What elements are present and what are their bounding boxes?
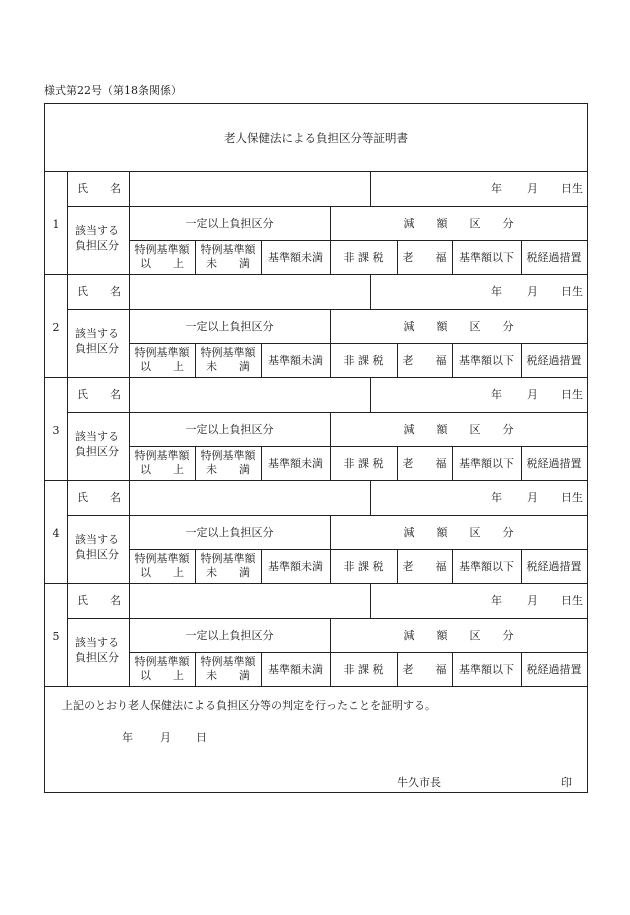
elderly-welfare: 老 福 [402, 251, 447, 264]
birth-year-label: 年 [491, 182, 502, 195]
applicable-label-line2: 負担区分 [75, 445, 119, 458]
name-field-divider [370, 274, 371, 309]
elderly-welfare: 老 福 [402, 663, 447, 676]
birth-year-label: 年 [491, 594, 502, 607]
elderly-welfare: 老 福 [402, 354, 447, 367]
standard-or-less: 基準額以下 [459, 560, 514, 573]
applicable-label-line1: 該当する [75, 636, 119, 649]
name-input[interactable] [130, 378, 369, 411]
name-field-divider [370, 377, 371, 412]
non-taxable: 非 課 税 [343, 457, 384, 470]
seal-mark: 印 [561, 776, 572, 789]
tax-transition: 税経過措置 [526, 457, 582, 470]
name-field-divider [370, 171, 371, 206]
fixed-income-category: 一定以上負担区分 [185, 217, 274, 230]
special-above-line2: 以 上 [140, 566, 184, 579]
standard-or-less: 基準額以下 [459, 354, 514, 367]
birth-day-label: 日生 [561, 491, 583, 504]
category-header-bottom [129, 343, 587, 344]
birth-day-label: 日生 [561, 182, 583, 195]
birth-day-label: 日生 [561, 594, 583, 607]
applicable-label-line1: 該当する [75, 224, 119, 237]
name-label: 氏 名 [77, 182, 121, 195]
birth-month-label: 月 [527, 491, 538, 504]
special-below-line2: 未 満 [206, 566, 250, 579]
applicable-label-line1: 該当する [75, 430, 119, 443]
special-above-line2: 以 上 [140, 669, 184, 682]
fixed-income-category: 一定以上負担区分 [185, 629, 274, 642]
special-below-line2: 未 満 [206, 463, 250, 476]
document-title: 老人保健法による負担区分等証明書 [45, 104, 587, 172]
special-below-line1: 特例基準額 [200, 655, 256, 668]
applicable-label-line2: 負担区分 [75, 239, 119, 252]
special-below-line1: 特例基準額 [200, 449, 256, 462]
below-standard: 基準額未満 [268, 560, 323, 573]
non-taxable: 非 課 税 [343, 251, 384, 264]
special-below-line2: 未 満 [206, 257, 250, 270]
footer-year: 年 [122, 731, 133, 744]
category-header-bottom [129, 446, 587, 447]
category-header-bottom [129, 652, 587, 653]
special-below-line1: 特例基準額 [200, 346, 256, 359]
applicable-label-line1: 該当する [75, 327, 119, 340]
name-input[interactable] [130, 275, 369, 308]
below-standard: 基準額未満 [268, 663, 323, 676]
tax-transition: 税経過措置 [526, 354, 582, 367]
footer-divider [45, 686, 587, 687]
tax-transition: 税経過措置 [526, 251, 582, 264]
birth-month-label: 月 [527, 182, 538, 195]
non-taxable: 非 課 税 [343, 560, 384, 573]
name-row-bottom [67, 515, 587, 516]
name-label: 氏 名 [77, 388, 121, 401]
special-below-line1: 特例基準額 [200, 243, 256, 256]
reduction-category: 減 額 区 分 [403, 217, 514, 230]
birth-day-label: 日生 [561, 285, 583, 298]
applicable-label-line2: 負担区分 [75, 651, 119, 664]
name-input[interactable] [130, 481, 369, 514]
entry-number: 5 [52, 630, 60, 643]
certificate-form [44, 103, 588, 793]
name-row-bottom [67, 412, 587, 413]
entry-number: 2 [52, 321, 60, 334]
number-column-line [67, 377, 68, 480]
standard-or-less: 基準額以下 [459, 663, 514, 676]
fixed-income-category: 一定以上負担区分 [185, 526, 274, 539]
number-column-line [67, 171, 68, 274]
birth-month-label: 月 [527, 594, 538, 607]
special-below-line2: 未 満 [206, 669, 250, 682]
special-above-line2: 以 上 [140, 463, 184, 476]
number-column-line [67, 583, 68, 686]
below-standard: 基準額未満 [268, 354, 323, 367]
applicable-label-line2: 負担区分 [75, 548, 119, 561]
tax-transition: 税経過措置 [526, 560, 582, 573]
special-above-line1: 特例基準額 [134, 655, 190, 668]
special-above-line1: 特例基準額 [134, 346, 190, 359]
birth-month-label: 月 [527, 388, 538, 401]
name-field-divider [370, 583, 371, 618]
name-input[interactable] [130, 172, 369, 205]
non-taxable: 非 課 税 [343, 663, 384, 676]
certification-statement: 上記のとおり老人保健法による負担区分等の判定を行ったことを証明する。 [62, 699, 436, 712]
special-above-line2: 以 上 [140, 257, 184, 270]
name-field-divider [370, 480, 371, 515]
standard-or-less: 基準額以下 [459, 457, 514, 470]
reduction-category: 減 額 区 分 [403, 629, 514, 642]
special-above-line1: 特例基準額 [134, 449, 190, 462]
reduction-category: 減 額 区 分 [403, 526, 514, 539]
special-above-line2: 以 上 [140, 360, 184, 373]
birth-year-label: 年 [491, 285, 502, 298]
standard-or-less: 基準額以下 [459, 251, 514, 264]
applicable-label-line1: 該当する [75, 533, 119, 546]
entry-number: 1 [52, 218, 60, 231]
category-main-divider [330, 309, 331, 377]
name-row-bottom [67, 309, 587, 310]
name-label: 氏 名 [77, 491, 121, 504]
birth-year-label: 年 [491, 491, 502, 504]
category-main-divider [330, 618, 331, 686]
below-standard: 基準額未満 [268, 457, 323, 470]
elderly-welfare: 老 福 [402, 457, 447, 470]
elderly-welfare: 老 福 [402, 560, 447, 573]
reduction-category: 減 額 区 分 [403, 320, 514, 333]
special-above-line1: 特例基準額 [134, 552, 190, 565]
below-standard: 基準額未満 [268, 251, 323, 264]
entry-number: 4 [52, 527, 60, 540]
category-header-bottom [129, 240, 587, 241]
tax-transition: 税経過措置 [526, 663, 582, 676]
birth-month-label: 月 [527, 285, 538, 298]
name-label: 氏 名 [77, 594, 121, 607]
number-column-line [67, 480, 68, 583]
number-column-line [67, 274, 68, 377]
footer-month: 月 [160, 731, 171, 744]
category-main-divider [330, 515, 331, 583]
form-number: 様式第22号（第18条関係） [44, 84, 182, 97]
name-row-bottom [67, 206, 587, 207]
name-row-bottom [67, 618, 587, 619]
special-below-line2: 未 満 [206, 360, 250, 373]
non-taxable: 非 課 税 [343, 354, 384, 367]
name-label: 氏 名 [77, 285, 121, 298]
special-below-line1: 特例基準額 [200, 552, 256, 565]
entry-number: 3 [52, 424, 60, 437]
fixed-income-category: 一定以上負担区分 [185, 320, 274, 333]
mayor-title: 牛久市長 [397, 776, 441, 789]
category-header-bottom [129, 549, 587, 550]
name-input[interactable] [130, 584, 369, 617]
fixed-income-category: 一定以上負担区分 [185, 423, 274, 436]
category-main-divider [330, 206, 331, 274]
category-main-divider [330, 412, 331, 480]
footer-day: 日 [196, 731, 207, 744]
reduction-category: 減 額 区 分 [403, 423, 514, 436]
birth-day-label: 日生 [561, 388, 583, 401]
special-above-line1: 特例基準額 [134, 243, 190, 256]
birth-year-label: 年 [491, 388, 502, 401]
applicable-label-line2: 負担区分 [75, 342, 119, 355]
